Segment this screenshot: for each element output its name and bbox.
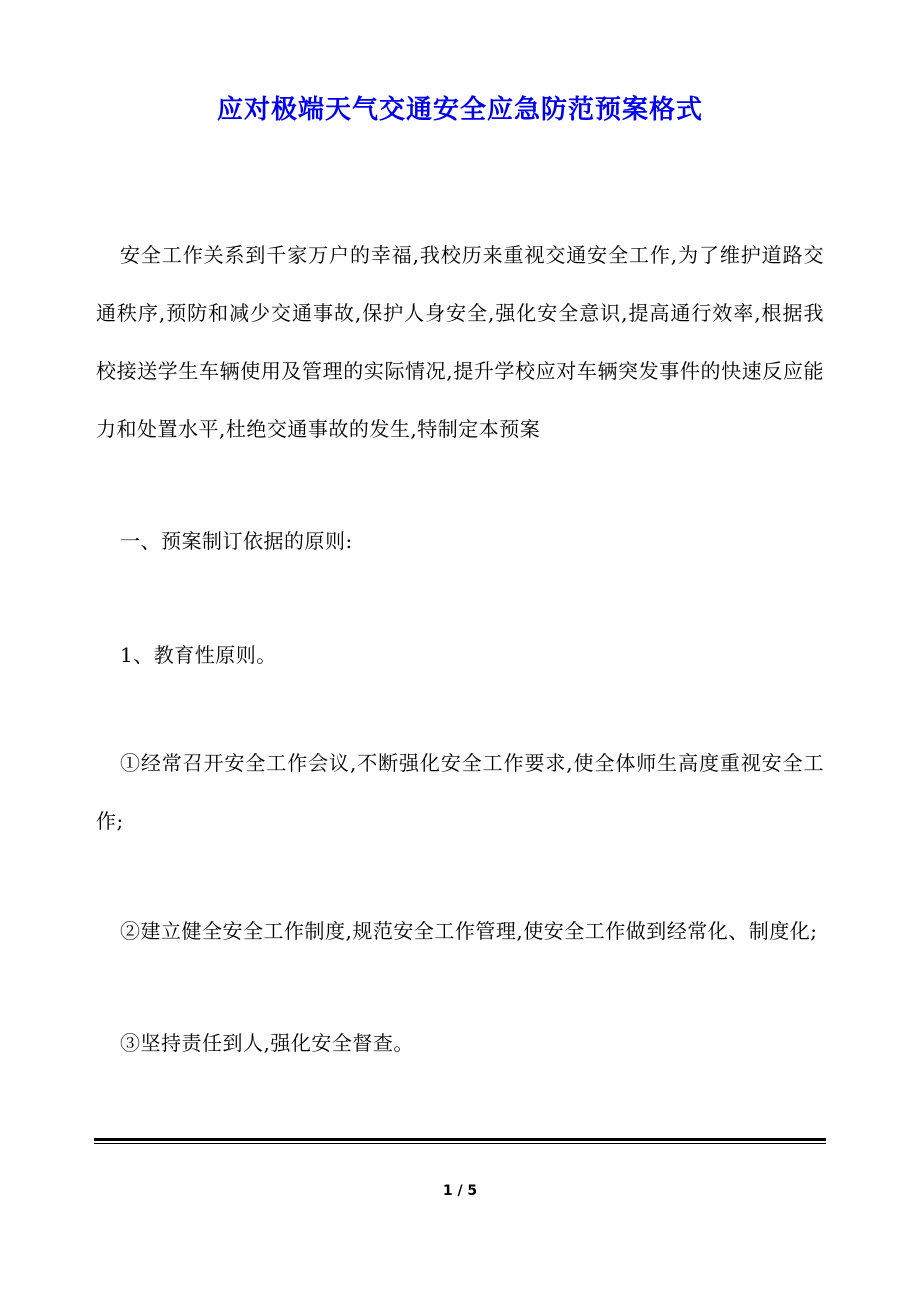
subsection-heading-education: 1、教育性原则。 bbox=[120, 643, 277, 667]
footer-divider-thin-line bbox=[94, 1143, 826, 1144]
list-item-2: ②建立健全安全工作制度,规范安全工作管理,使安全工作做到经常化、制度化; bbox=[120, 919, 818, 943]
list-item-1: ①经常召开安全工作会议,不断强化安全工作要求,使全体师生高度重视安全工作; bbox=[96, 751, 824, 833]
intro-paragraph: 安全工作关系到千家万户的幸福,我校历来重视交通安全工作,为了维护道路交通秩序,预防和减少交通事故,保护人身安全,强化安全意识,提高通行效率,根据我校接送学生车辆使用及管理的实际情况,提升学校应对车辆突发事件的快速反应能力和处置水平,杜绝交通事故的发生,特制定本预案 bbox=[96, 243, 824, 441]
footer-divider-thick-line bbox=[94, 1138, 826, 1141]
section-heading-principles: 一、预案制订依据的原则: bbox=[120, 529, 353, 553]
footer-divider bbox=[94, 1138, 826, 1146]
page-number: 1 / 5 bbox=[442, 1183, 478, 1199]
document-body bbox=[96, 226, 824, 1072]
list-item-3: ③坚持责任到人,强化安全督查。 bbox=[120, 1031, 414, 1055]
document-title: 应对极端天气交通安全应急防范预案格式 bbox=[216, 95, 703, 125]
